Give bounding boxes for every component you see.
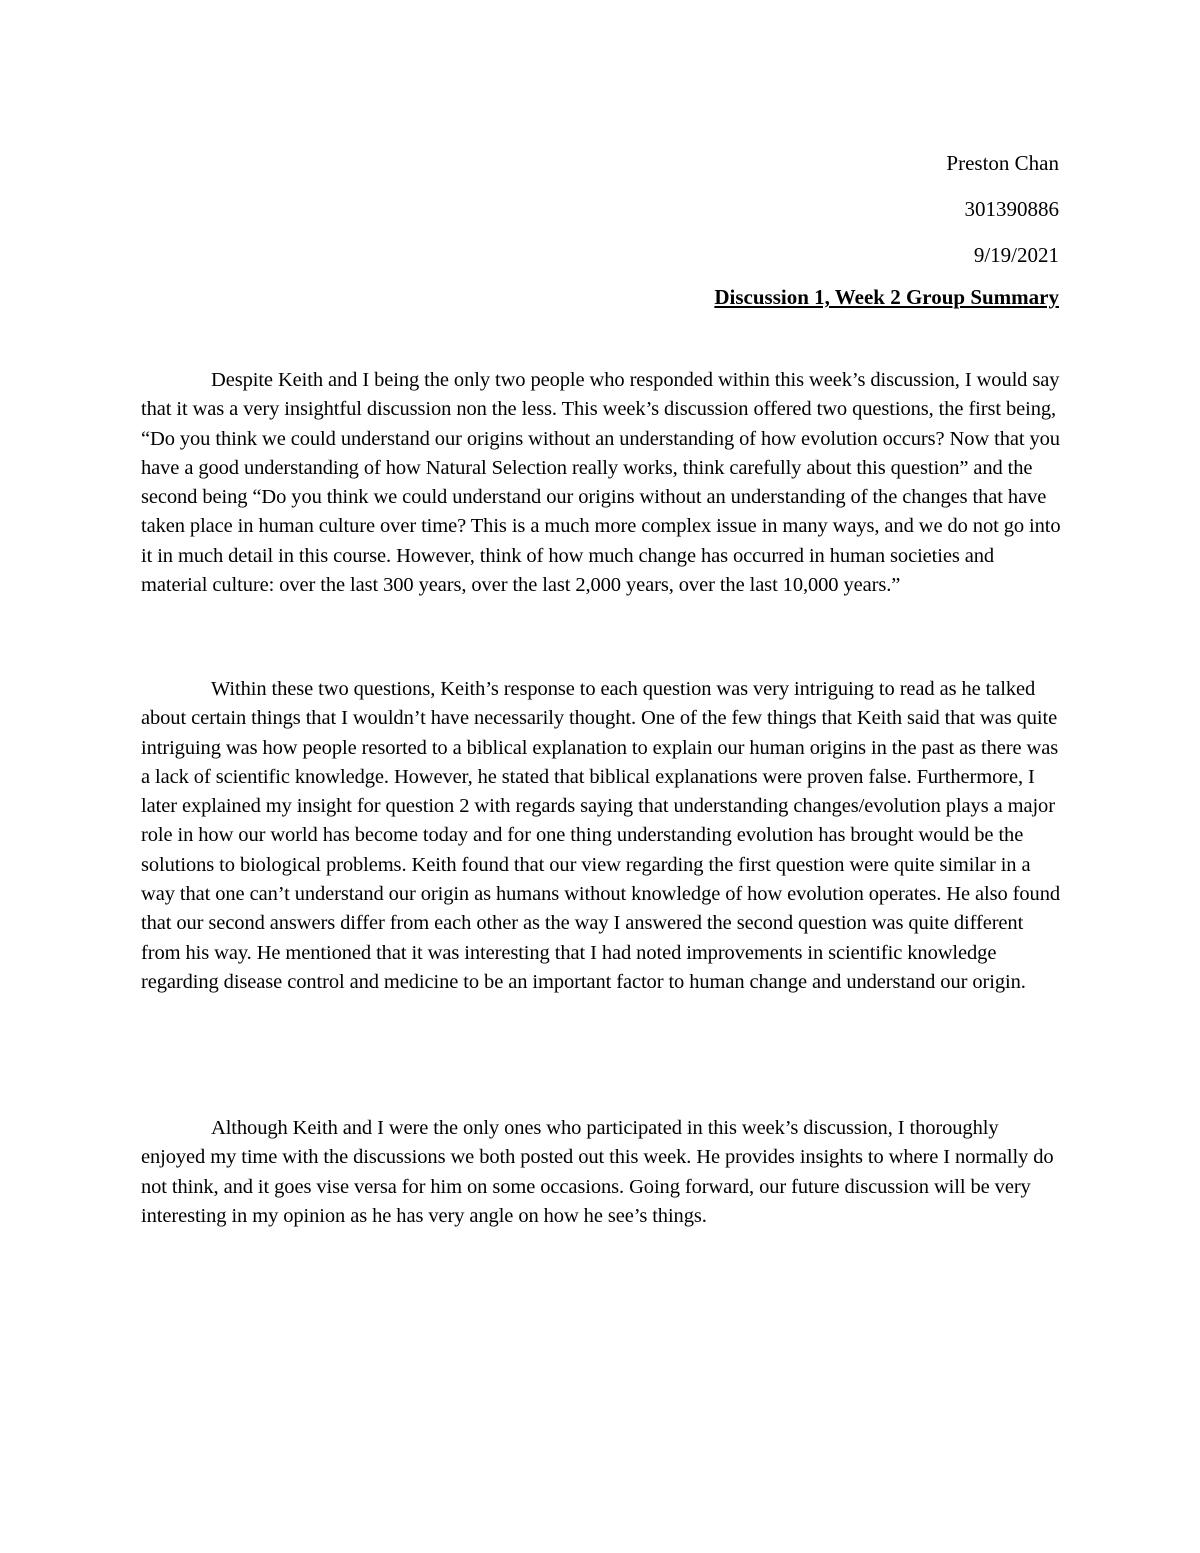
paragraph-1: Despite Keith and I being the only two people who responded within this week’s discussion, I would say that it was a very insightful discussion non the less. This week’s discussion offered two questions, the first being, “Do you think we could understand our origins without an understanding of how evolution occurs? Now that you have a good understanding of how Natural Selection really works, think carefully about this question” and the second being “Do you think we could understand our origins without an understanding of the changes that have taken place in human culture over time? This is a much more complex issue in many ways, and we do not go into it in much detail in this course. However, think of how much change has occurred in human societies and material culture: over the last 300 years, over the last 2,000 years, over the last 10,000 years.” [141, 369, 1061, 597]
paragraph-2: Within these two questions, Keith’s response to each question was very intriguing to read as he talked about certain things that I wouldn’t have necessarily thought. One of the few things that Keith said that was quite intriguing was how people resorted to a biblical explanation to explain our human origins in the past as there was a lack of scientific knowledge. However, he stated that biblical explanations were proven false. Furthermore, I later explained my insight for question 2 with regards saying that understanding changes/evolution plays a major role in how our world has become today and for one thing understanding evolution has brought would be the solutions to biological problems. Keith found that our view regarding the first question were quite similar in a way that one can’t understand our origin as humans without knowledge of how evolution operates. He also found that our second answers differ from each other as the way I answered the second question was quite different from his way. He mentioned that it was interesting that I had noted improvements in scientific knowledge regarding disease control and medicine to be an important factor to human change and understand our origin. [141, 678, 1060, 993]
document-date: 9/19/2021 [973, 243, 1059, 267]
document-title: Discussion 1, Week 2 Group Summary [714, 285, 1059, 309]
student-id: 301390886 [964, 197, 1059, 221]
paragraph-3: Although Keith and I were the only ones who participated in this week’s discussion, I thoroughly enjoyed my time with the discussions we both posted out this week. He provides insights to where I normally do not think, and it goes vise versa for him on some occasions. Going forward, our future discussion will be very interesting in my opinion as he has very angle on how he see’s things. [141, 1117, 1054, 1227]
author-name: Preston Chan [946, 151, 1059, 175]
document-header [140, 140, 1059, 312]
